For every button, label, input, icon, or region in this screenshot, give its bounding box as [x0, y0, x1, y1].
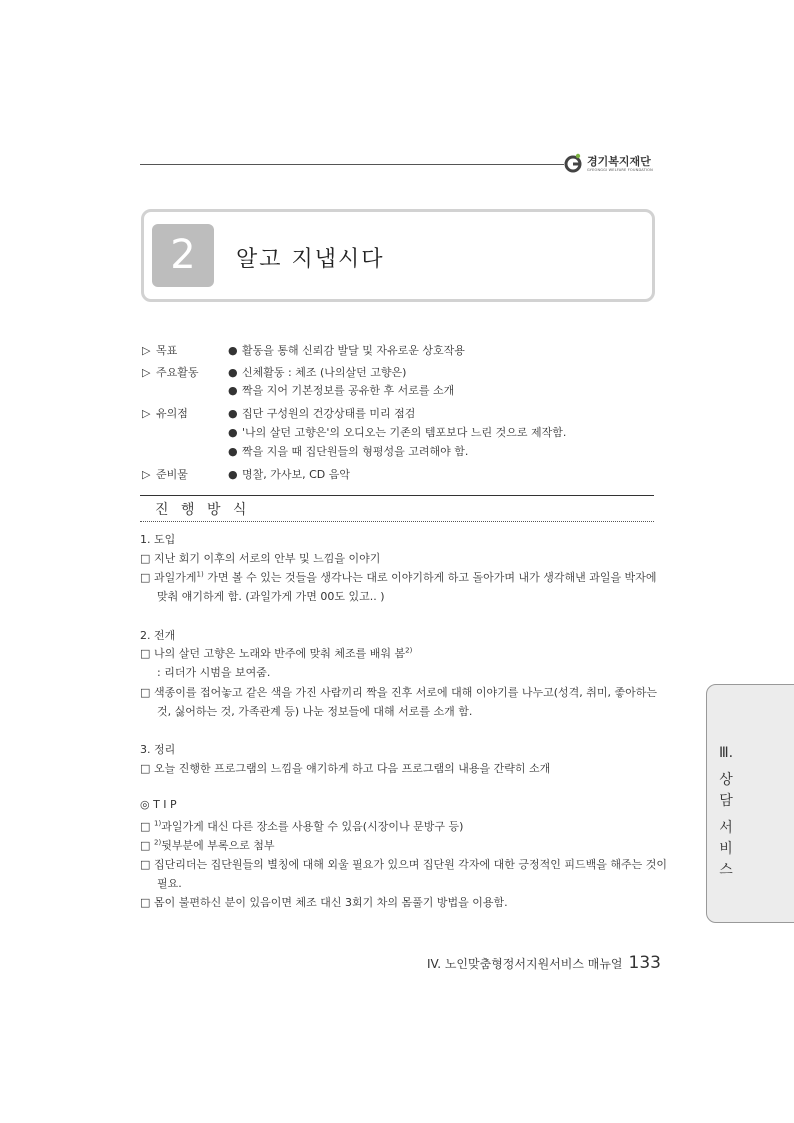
triangle-icon: ▷ — [142, 366, 151, 379]
session-number: 2 — [152, 224, 214, 287]
logo-subtext: GYEONGGI WELFARE FOUNDATION — [587, 168, 653, 172]
step-heading: 1. 도입 — [140, 533, 176, 546]
section-rule — [140, 495, 654, 496]
list-item: □ 과일가게$^{1)}$ 가면 볼 수 있는 것들을 생각나는 대로 이야기하게 하고 돌아가며 내가 생각해낸 과일을 박자에 — [140, 570, 657, 584]
summary-label-goal: ▷ 목표 — [142, 344, 178, 357]
bullet-icon: ● — [228, 426, 238, 439]
triangle-icon: ▷ — [142, 407, 151, 420]
logo-mark-icon — [563, 152, 585, 174]
summary-item: ● 신체활동 : 체조 (나의살던 고향은) — [228, 366, 407, 379]
list-item-continuation: 것, 싫어하는 것, 가족관계 등) 나눈 정보들에 대해 서로를 소개 함. — [157, 705, 473, 718]
footnote-ref: 2) — [405, 646, 413, 655]
bullet-icon: ● — [228, 344, 238, 357]
triangle-icon: ▷ — [142, 344, 151, 357]
footnote-ref: 2) — [154, 838, 162, 847]
summary-item: ● 집단 구성원의 건강상태를 미리 점검 — [228, 407, 416, 420]
summary-label-materials: ▷ 준비물 — [142, 468, 188, 481]
bullet-icon: ● — [228, 407, 238, 420]
footer-text: IV. 노인맞춤형정서지원서비스 매뉴얼 — [427, 957, 623, 971]
session-title: 알고 지냅시다 — [236, 247, 385, 272]
list-item-continuation: : 리더가 시범을 보여줌. — [157, 666, 271, 679]
checkbox-square-icon: □ — [140, 552, 151, 565]
session-title-box — [141, 209, 655, 302]
summary-item: ● 짝을 지을 때 집단원들의 형평성을 고려해야 함. — [228, 445, 469, 458]
checkbox-square-icon: □ — [140, 820, 151, 833]
triangle-icon: ▷ — [142, 468, 151, 481]
chapter-side-label: Ⅲ. 상 담 서 비 스 — [718, 745, 734, 878]
bullet-icon: ● — [228, 384, 238, 397]
summary-label-notes: ▷ 유의점 — [142, 407, 188, 420]
tip-item: □ $^{2)}$뒷부분에 부록으로 첨부 — [140, 838, 275, 852]
bullet-icon: ● — [228, 366, 238, 379]
step-heading: 2. 전개 — [140, 629, 176, 642]
summary-item: ● 짝을 지어 기본정보를 공유한 후 서로를 소개 — [228, 384, 455, 397]
tip-heading: ◎ T I P — [140, 798, 177, 811]
tip-item-continuation: 필요. — [157, 877, 182, 890]
checkbox-square-icon: □ — [140, 839, 151, 852]
tip-item: □ $^{1)}$과일가게 대신 다른 장소를 사용할 수 있음(시장이나 문방구 등) — [140, 819, 464, 833]
list-item-continuation: 맞춰 얘기하게 함. (과일가게 가면 00도 있고.. ) — [157, 590, 385, 603]
tip-item: □ 몸이 불편하신 분이 있음이면 체조 대신 3회기 차의 몸풀기 방법을 이용함. — [140, 896, 508, 909]
summary-item: ● '나의 살던 고향은'의 오디오는 기존의 템포보다 느린 것으로 제작함. — [228, 426, 567, 439]
list-item: □ 나의 살던 고향은 노래와 반주에 맞춰 체조를 배워 봄$^{2)}$ — [140, 646, 413, 660]
footnote-ref: 1) — [154, 819, 162, 828]
checkbox-square-icon: □ — [140, 858, 151, 871]
step-heading: 3. 정리 — [140, 743, 176, 756]
page-number: 133 — [628, 953, 661, 973]
checkbox-square-icon: □ — [140, 647, 151, 660]
list-item: □ 색종이를 접어놓고 같은 색을 가진 사람끼리 짝을 진후 서로에 대해 이야기를 나누고(성격, 취미, 좋아하는 — [140, 686, 658, 699]
header-rule — [140, 164, 564, 165]
tip-item: □ 집단리더는 집단원들의 별칭에 대해 외울 필요가 있으며 집단원 각자에 대한 긍정적인 피드백을 해주는 것이 — [140, 858, 667, 871]
checkbox-square-icon: □ — [140, 896, 151, 909]
section-title: 진 행 방 식 — [155, 502, 251, 518]
logo-text: 경기복지재단 — [587, 155, 651, 168]
chapter-side-tab — [706, 684, 794, 923]
footnote-ref: 1) — [196, 570, 204, 579]
checkbox-square-icon: □ — [140, 571, 151, 584]
checkbox-square-icon: □ — [140, 762, 151, 775]
summary-label-activity: ▷ 주요활동 — [142, 366, 199, 379]
summary-item: ● 명찰, 가사보, CD 음악 — [228, 468, 351, 481]
foundation-logo — [563, 152, 663, 176]
bullet-icon: ● — [228, 468, 238, 481]
page-footer — [427, 953, 661, 973]
checkbox-square-icon: □ — [140, 686, 151, 699]
bullet-icon: ● — [228, 445, 238, 458]
list-item: □ 지난 회기 이후의 서로의 안부 및 느낌을 이야기 — [140, 552, 381, 565]
section-dotted-rule — [140, 521, 654, 522]
list-item: □ 오늘 진행한 프로그램의 느낌을 얘기하게 하고 다음 프로그램의 내용을 간략히 소개 — [140, 762, 551, 775]
summary-item: ● 활동을 통해 신뢰감 발달 및 자유로운 상호작용 — [228, 344, 465, 357]
